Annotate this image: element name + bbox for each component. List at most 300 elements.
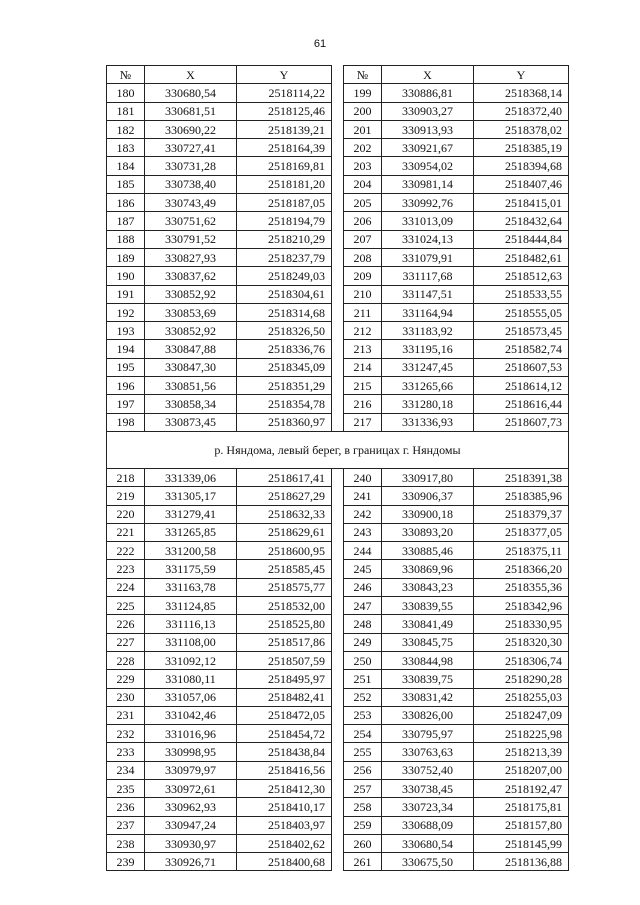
col-header-y-right: Y	[474, 66, 569, 84]
y-coordinate-right: 2518607,53	[474, 358, 569, 376]
x-coordinate-right: 330738,45	[382, 779, 474, 797]
col-header-x-left: X	[145, 66, 237, 84]
x-coordinate-left: 330731,28	[145, 157, 237, 175]
x-coordinate-left: 331339,06	[145, 468, 237, 486]
x-coordinate-right: 330913,93	[382, 120, 474, 138]
x-coordinate-left: 330680,54	[145, 84, 237, 102]
x-coordinate-left: 330873,45	[145, 413, 237, 431]
point-number-right: 243	[344, 523, 382, 541]
table-row	[107, 816, 569, 834]
y-coordinate-left: 2518632,33	[237, 505, 332, 523]
point-number-right: 203	[344, 157, 382, 175]
point-number-left: 196	[107, 377, 145, 395]
x-coordinate-right: 330723,34	[382, 798, 474, 816]
col-header-num-left: №	[107, 66, 145, 84]
table-row	[107, 468, 569, 486]
point-number-left: 188	[107, 230, 145, 248]
y-coordinate-left: 2518210,29	[237, 230, 332, 248]
column-gap	[332, 248, 344, 266]
y-coordinate-right: 2518385,96	[474, 487, 569, 505]
point-number-left: 233	[107, 743, 145, 761]
y-coordinate-right: 2518512,63	[474, 267, 569, 285]
y-coordinate-right: 2518368,14	[474, 84, 569, 102]
section-divider	[107, 431, 569, 468]
point-number-right: 255	[344, 743, 382, 761]
point-number-left: 224	[107, 578, 145, 596]
section-row	[107, 431, 569, 468]
x-coordinate-right: 330845,75	[382, 633, 474, 651]
x-coordinate-right: 330981,14	[382, 175, 474, 193]
y-coordinate-left: 2518125,46	[237, 102, 332, 120]
point-number-right: 240	[344, 468, 382, 486]
y-coordinate-right: 2518255,03	[474, 688, 569, 706]
table-row	[107, 834, 569, 852]
y-coordinate-right: 2518375,11	[474, 542, 569, 560]
x-coordinate-left: 330837,62	[145, 267, 237, 285]
column-gap	[332, 487, 344, 505]
column-gap	[332, 230, 344, 248]
point-number-right: 253	[344, 706, 382, 724]
x-coordinate-right: 330839,75	[382, 670, 474, 688]
y-coordinate-right: 2518385,19	[474, 139, 569, 157]
column-gap	[332, 285, 344, 303]
y-coordinate-left: 2518575,77	[237, 578, 332, 596]
x-coordinate-right: 331195,16	[382, 340, 474, 358]
y-coordinate-right: 2518614,12	[474, 377, 569, 395]
x-coordinate-left: 330858,34	[145, 395, 237, 413]
y-coordinate-left: 2518600,95	[237, 542, 332, 560]
coordinates-table	[106, 65, 569, 871]
point-number-left: 226	[107, 615, 145, 633]
column-gap	[332, 743, 344, 761]
y-coordinate-right: 2518415,01	[474, 194, 569, 212]
x-coordinate-left: 330947,24	[145, 816, 237, 834]
y-coordinate-left: 2518169,81	[237, 157, 332, 175]
x-coordinate-right: 331265,66	[382, 377, 474, 395]
column-gap	[332, 468, 344, 486]
x-coordinate-right: 330893,20	[382, 523, 474, 541]
y-coordinate-right: 2518175,81	[474, 798, 569, 816]
x-coordinate-right: 331117,68	[382, 267, 474, 285]
point-number-left: 184	[107, 157, 145, 175]
point-number-right: 205	[344, 194, 382, 212]
x-coordinate-right: 331024,13	[382, 230, 474, 248]
x-coordinate-left: 331200,58	[145, 542, 237, 560]
table-row	[107, 615, 569, 633]
point-number-left: 182	[107, 120, 145, 138]
col-header-num-right: №	[344, 66, 382, 84]
x-coordinate-left: 331175,59	[145, 560, 237, 578]
table-row	[107, 743, 569, 761]
table-row	[107, 267, 569, 285]
point-number-left: 239	[107, 853, 145, 871]
table-row	[107, 285, 569, 303]
point-number-left: 183	[107, 139, 145, 157]
y-coordinate-left: 2518314,68	[237, 303, 332, 321]
table-row	[107, 853, 569, 871]
section-title: р. Няндома, левый берег, в границах г. Няндомы	[107, 431, 569, 468]
table-row	[107, 725, 569, 743]
x-coordinate-left: 331057,06	[145, 688, 237, 706]
x-coordinate-right: 330903,27	[382, 102, 474, 120]
table-row	[107, 212, 569, 230]
column-gap	[332, 853, 344, 871]
table-row	[107, 651, 569, 669]
y-coordinate-right: 2518366,20	[474, 560, 569, 578]
column-gap	[332, 84, 344, 102]
x-coordinate-left: 330852,92	[145, 322, 237, 340]
column-gap	[332, 816, 344, 834]
x-coordinate-right: 331183,92	[382, 322, 474, 340]
column-gap	[332, 413, 344, 431]
y-coordinate-left: 2518403,97	[237, 816, 332, 834]
column-gap	[332, 615, 344, 633]
x-coordinate-right: 330826,00	[382, 706, 474, 724]
point-number-left: 197	[107, 395, 145, 413]
table-row	[107, 670, 569, 688]
table-block-1	[107, 84, 569, 432]
point-number-left: 220	[107, 505, 145, 523]
table-row	[107, 395, 569, 413]
column-gap	[332, 377, 344, 395]
column-gap	[332, 651, 344, 669]
point-number-left: 222	[107, 542, 145, 560]
table-header-row	[107, 66, 569, 84]
point-number-left: 195	[107, 358, 145, 376]
column-gap	[332, 578, 344, 596]
x-coordinate-right: 330885,46	[382, 542, 474, 560]
x-coordinate-left: 330852,92	[145, 285, 237, 303]
point-number-right: 254	[344, 725, 382, 743]
column-gap	[332, 175, 344, 193]
x-coordinate-right: 330839,55	[382, 597, 474, 615]
y-coordinate-right: 2518145,99	[474, 834, 569, 852]
y-coordinate-left: 2518482,41	[237, 688, 332, 706]
x-coordinate-right: 331247,45	[382, 358, 474, 376]
point-number-left: 236	[107, 798, 145, 816]
point-number-left: 192	[107, 303, 145, 321]
x-coordinate-left: 331042,46	[145, 706, 237, 724]
y-coordinate-left: 2518627,29	[237, 487, 332, 505]
point-number-left: 194	[107, 340, 145, 358]
point-number-left: 190	[107, 267, 145, 285]
x-coordinate-right: 330917,80	[382, 468, 474, 486]
y-coordinate-right: 2518407,46	[474, 175, 569, 193]
column-gap	[332, 633, 344, 651]
col-header-x-right: X	[382, 66, 474, 84]
y-coordinate-left: 2518237,79	[237, 248, 332, 266]
table-row	[107, 102, 569, 120]
point-number-right: 214	[344, 358, 382, 376]
y-coordinate-left: 2518532,00	[237, 597, 332, 615]
x-coordinate-left: 330681,51	[145, 102, 237, 120]
y-coordinate-left: 2518336,76	[237, 340, 332, 358]
x-coordinate-right: 330795,97	[382, 725, 474, 743]
y-coordinate-right: 2518225,98	[474, 725, 569, 743]
y-coordinate-left: 2518617,41	[237, 468, 332, 486]
table-row	[107, 633, 569, 651]
point-number-right: 246	[344, 578, 382, 596]
point-number-right: 244	[344, 542, 382, 560]
y-coordinate-right: 2518444,84	[474, 230, 569, 248]
column-gap	[332, 761, 344, 779]
table-row	[107, 560, 569, 578]
point-number-left: 185	[107, 175, 145, 193]
y-coordinate-right: 2518290,28	[474, 670, 569, 688]
x-coordinate-left: 331124,85	[145, 597, 237, 615]
y-coordinate-right: 2518207,00	[474, 761, 569, 779]
column-gap	[332, 120, 344, 138]
table-row	[107, 542, 569, 560]
point-number-right: 212	[344, 322, 382, 340]
point-number-left: 221	[107, 523, 145, 541]
point-number-right: 216	[344, 395, 382, 413]
point-number-right: 217	[344, 413, 382, 431]
point-number-left: 230	[107, 688, 145, 706]
x-coordinate-left: 330998,95	[145, 743, 237, 761]
x-coordinate-left: 331163,78	[145, 578, 237, 596]
point-number-left: 191	[107, 285, 145, 303]
table-row	[107, 157, 569, 175]
point-number-right: 261	[344, 853, 382, 871]
x-coordinate-right: 330763,63	[382, 743, 474, 761]
point-number-left: 187	[107, 212, 145, 230]
y-coordinate-left: 2518360,97	[237, 413, 332, 431]
point-number-right: 250	[344, 651, 382, 669]
y-coordinate-right: 2518533,55	[474, 285, 569, 303]
x-coordinate-right: 330844,98	[382, 651, 474, 669]
column-gap	[332, 597, 344, 615]
point-number-right: 210	[344, 285, 382, 303]
y-coordinate-right: 2518573,45	[474, 322, 569, 340]
x-coordinate-left: 331279,41	[145, 505, 237, 523]
point-number-left: 235	[107, 779, 145, 797]
table-row	[107, 706, 569, 724]
table-row	[107, 230, 569, 248]
y-coordinate-right: 2518247,09	[474, 706, 569, 724]
table-row	[107, 761, 569, 779]
y-coordinate-left: 2518187,05	[237, 194, 332, 212]
x-coordinate-left: 331305,17	[145, 487, 237, 505]
x-coordinate-left: 331108,00	[145, 633, 237, 651]
y-coordinate-left: 2518304,61	[237, 285, 332, 303]
y-coordinate-right: 2518482,61	[474, 248, 569, 266]
x-coordinate-left: 330847,88	[145, 340, 237, 358]
x-coordinate-left: 330853,69	[145, 303, 237, 321]
x-coordinate-left: 330930,97	[145, 834, 237, 852]
x-coordinate-left: 330979,97	[145, 761, 237, 779]
point-number-right: 207	[344, 230, 382, 248]
x-coordinate-right: 331079,91	[382, 248, 474, 266]
y-coordinate-left: 2518454,72	[237, 725, 332, 743]
x-coordinate-right: 331013,09	[382, 212, 474, 230]
y-coordinate-right: 2518555,05	[474, 303, 569, 321]
point-number-right: 248	[344, 615, 382, 633]
y-coordinate-left: 2518495,97	[237, 670, 332, 688]
y-coordinate-left: 2518400,68	[237, 853, 332, 871]
y-coordinate-left: 2518351,29	[237, 377, 332, 395]
point-number-left: 237	[107, 816, 145, 834]
table-row	[107, 248, 569, 266]
column-gap	[332, 102, 344, 120]
x-coordinate-left: 330851,56	[145, 377, 237, 395]
y-coordinate-right: 2518157,80	[474, 816, 569, 834]
y-coordinate-left: 2518525,80	[237, 615, 332, 633]
point-number-left: 232	[107, 725, 145, 743]
point-number-right: 247	[344, 597, 382, 615]
point-number-right: 215	[344, 377, 382, 395]
x-coordinate-left: 330751,62	[145, 212, 237, 230]
y-coordinate-right: 2518394,68	[474, 157, 569, 175]
column-gap	[332, 322, 344, 340]
table-row	[107, 779, 569, 797]
y-coordinate-right: 2518306,74	[474, 651, 569, 669]
x-coordinate-right: 330900,18	[382, 505, 474, 523]
x-coordinate-right: 330906,37	[382, 487, 474, 505]
column-gap	[332, 66, 344, 84]
x-coordinate-right: 330886,81	[382, 84, 474, 102]
table-row	[107, 487, 569, 505]
x-coordinate-right: 330831,42	[382, 688, 474, 706]
table-row	[107, 303, 569, 321]
point-number-right: 242	[344, 505, 382, 523]
point-number-right: 204	[344, 175, 382, 193]
y-coordinate-right: 2518377,05	[474, 523, 569, 541]
x-coordinate-left: 331092,12	[145, 651, 237, 669]
x-coordinate-left: 330791,52	[145, 230, 237, 248]
y-coordinate-left: 2518629,61	[237, 523, 332, 541]
y-coordinate-left: 2518507,59	[237, 651, 332, 669]
y-coordinate-right: 2518391,38	[474, 468, 569, 486]
x-coordinate-left: 330743,49	[145, 194, 237, 212]
column-gap	[332, 194, 344, 212]
table-row	[107, 340, 569, 358]
x-coordinate-right: 330869,96	[382, 560, 474, 578]
table-block-2	[107, 468, 569, 871]
y-coordinate-left: 2518114,22	[237, 84, 332, 102]
column-gap	[332, 834, 344, 852]
point-number-right: 199	[344, 84, 382, 102]
x-coordinate-left: 330690,22	[145, 120, 237, 138]
x-coordinate-right: 331147,51	[382, 285, 474, 303]
point-number-left: 227	[107, 633, 145, 651]
column-gap	[332, 725, 344, 743]
point-number-left: 228	[107, 651, 145, 669]
point-number-left: 219	[107, 487, 145, 505]
point-number-right: 208	[344, 248, 382, 266]
x-coordinate-right: 330992,76	[382, 194, 474, 212]
point-number-left: 225	[107, 597, 145, 615]
y-coordinate-left: 2518139,21	[237, 120, 332, 138]
x-coordinate-right: 330680,54	[382, 834, 474, 852]
y-coordinate-right: 2518372,40	[474, 102, 569, 120]
x-coordinate-right: 331336,93	[382, 413, 474, 431]
y-coordinate-right: 2518136,88	[474, 853, 569, 871]
y-coordinate-left: 2518416,56	[237, 761, 332, 779]
point-number-right: 251	[344, 670, 382, 688]
table-row	[107, 798, 569, 816]
y-coordinate-left: 2518438,84	[237, 743, 332, 761]
x-coordinate-left: 331116,13	[145, 615, 237, 633]
column-gap	[332, 706, 344, 724]
point-number-left: 223	[107, 560, 145, 578]
point-number-left: 238	[107, 834, 145, 852]
x-coordinate-left: 331265,85	[145, 523, 237, 541]
table-row	[107, 139, 569, 157]
column-gap	[332, 670, 344, 688]
table-row	[107, 120, 569, 138]
point-number-left: 193	[107, 322, 145, 340]
column-gap	[332, 340, 344, 358]
point-number-right: 200	[344, 102, 382, 120]
x-coordinate-left: 331016,96	[145, 725, 237, 743]
x-coordinate-left: 330847,30	[145, 358, 237, 376]
y-coordinate-left: 2518402,62	[237, 834, 332, 852]
y-coordinate-left: 2518585,45	[237, 560, 332, 578]
table-row	[107, 597, 569, 615]
y-coordinate-left: 2518164,39	[237, 139, 332, 157]
table-row	[107, 578, 569, 596]
x-coordinate-right: 330954,02	[382, 157, 474, 175]
x-coordinate-left: 330738,40	[145, 175, 237, 193]
point-number-right: 209	[344, 267, 382, 285]
x-coordinate-left: 330962,93	[145, 798, 237, 816]
column-gap	[332, 560, 344, 578]
y-coordinate-left: 2518194,79	[237, 212, 332, 230]
point-number-left: 218	[107, 468, 145, 486]
y-coordinate-left: 2518181,20	[237, 175, 332, 193]
column-gap	[332, 212, 344, 230]
point-number-left: 181	[107, 102, 145, 120]
y-coordinate-right: 2518582,74	[474, 340, 569, 358]
x-coordinate-right: 330688,09	[382, 816, 474, 834]
point-number-right: 258	[344, 798, 382, 816]
table-row	[107, 322, 569, 340]
column-gap	[332, 505, 344, 523]
column-gap	[332, 542, 344, 560]
col-header-y-left: Y	[237, 66, 332, 84]
point-number-left: 229	[107, 670, 145, 688]
point-number-right: 211	[344, 303, 382, 321]
y-coordinate-right: 2518616,44	[474, 395, 569, 413]
y-coordinate-right: 2518355,36	[474, 578, 569, 596]
y-coordinate-left: 2518345,09	[237, 358, 332, 376]
column-gap	[332, 798, 344, 816]
point-number-left: 198	[107, 413, 145, 431]
table-row	[107, 688, 569, 706]
page-number: 61	[313, 38, 327, 50]
point-number-left: 231	[107, 706, 145, 724]
x-coordinate-right: 330675,50	[382, 853, 474, 871]
y-coordinate-right: 2518378,02	[474, 120, 569, 138]
table-row	[107, 377, 569, 395]
point-number-right: 206	[344, 212, 382, 230]
point-number-right: 252	[344, 688, 382, 706]
x-coordinate-right: 330921,67	[382, 139, 474, 157]
y-coordinate-right: 2518432,64	[474, 212, 569, 230]
x-coordinate-right: 330843,23	[382, 578, 474, 596]
y-coordinate-right: 2518213,39	[474, 743, 569, 761]
point-number-right: 241	[344, 487, 382, 505]
x-coordinate-right: 331164,94	[382, 303, 474, 321]
y-coordinate-left: 2518249,03	[237, 267, 332, 285]
y-coordinate-left: 2518517,86	[237, 633, 332, 651]
x-coordinate-left: 330926,71	[145, 853, 237, 871]
column-gap	[332, 157, 344, 175]
y-coordinate-right: 2518379,37	[474, 505, 569, 523]
column-gap	[332, 688, 344, 706]
point-number-right: 202	[344, 139, 382, 157]
